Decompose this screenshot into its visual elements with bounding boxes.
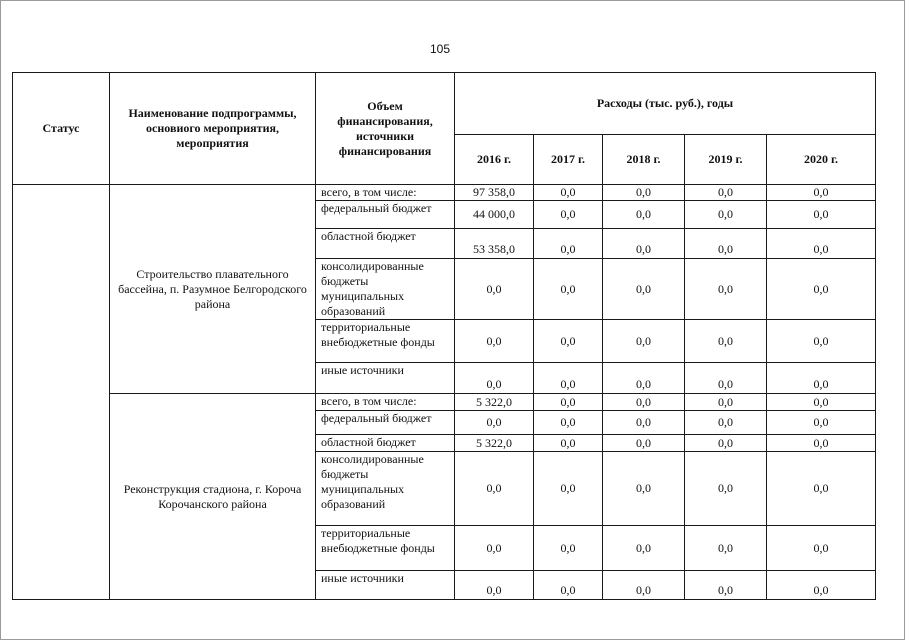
expense-value-cell: 0,0 [685,452,767,526]
expense-value-cell: 0,0 [603,320,685,363]
header-volume: Объем финансирования, источники финансирования [316,73,455,185]
funding-source-cell: областной бюджет [316,435,455,452]
header-name: Наименование подпрограммы, основиого мероприятия, мероприятия [110,73,316,185]
expense-value-cell: 0,0 [685,571,767,600]
activity-name-cell: Строительство плавательного бассейна, п. Разумное Белгородского района [110,185,316,394]
expense-value-cell: 0,0 [767,526,876,571]
budget-table [12,72,876,600]
expense-value-cell: 0,0 [767,411,876,435]
expense-value-cell: 0,0 [455,526,534,571]
funding-source-cell: территориальные внебюджетные фонды [316,320,455,363]
expense-value-cell: 0,0 [767,363,876,394]
expense-value-cell: 0,0 [685,394,767,411]
expense-value-cell: 5 322,0 [455,435,534,452]
funding-source-cell: всего, в том числе: [316,394,455,411]
table-row [13,185,876,201]
table-row [13,394,876,411]
expense-value-cell: 0,0 [534,363,603,394]
expense-value-cell: 0,0 [534,571,603,600]
funding-source-cell: всего, в том числе: [316,185,455,201]
header-expenses: Расходы (тыс. руб.), годы [455,73,876,135]
header-year-2018: 2018 г. [603,135,685,185]
expense-value-cell: 5 322,0 [455,394,534,411]
activity-name-cell: Реконструкция стадиона, г. Короча Корочанского района [110,394,316,600]
funding-source-cell: иные источники [316,571,455,600]
expense-value-cell: 0,0 [685,526,767,571]
expense-value-cell: 0,0 [767,259,876,320]
expense-value-cell: 0,0 [603,229,685,259]
funding-source-cell: территориальные внебюджетные фонды [316,526,455,571]
expense-value-cell: 0,0 [767,394,876,411]
expense-value-cell: 0,0 [767,229,876,259]
header-year-2020: 2020 г. [767,135,876,185]
expense-value-cell: 0,0 [685,411,767,435]
expense-value-cell: 0,0 [603,259,685,320]
expense-value-cell: 0,0 [603,185,685,201]
expense-value-cell: 0,0 [603,571,685,600]
expense-value-cell: 0,0 [603,394,685,411]
expense-value-cell: 0,0 [534,526,603,571]
status-cell [13,185,110,600]
expense-value-cell: 0,0 [534,320,603,363]
expense-value-cell: 0,0 [767,320,876,363]
expense-value-cell: 0,0 [534,201,603,229]
expense-value-cell: 0,0 [455,320,534,363]
expense-value-cell: 0,0 [455,363,534,394]
expense-value-cell: 0,0 [534,259,603,320]
expense-value-cell: 0,0 [455,452,534,526]
expense-value-cell: 44 000,0 [455,201,534,229]
expense-value-cell: 0,0 [767,452,876,526]
expense-value-cell: 0,0 [603,452,685,526]
expense-value-cell: 0,0 [767,571,876,600]
expense-value-cell: 0,0 [603,363,685,394]
expense-value-cell: 0,0 [767,435,876,452]
expense-value-cell: 0,0 [455,571,534,600]
expense-value-cell: 0,0 [534,452,603,526]
funding-source-cell: иные источники [316,363,455,394]
header-year-2016: 2016 г. [455,135,534,185]
expense-value-cell: 0,0 [685,201,767,229]
expense-value-cell: 53 358,0 [455,229,534,259]
funding-source-cell: консолидированные бюджеты муниципальных образований [316,259,455,320]
header-status: Статус [13,73,110,185]
page-number: 105 [429,42,451,56]
funding-source-cell: федеральный бюджет [316,411,455,435]
expense-value-cell: 0,0 [534,411,603,435]
expense-value-cell: 0,0 [534,185,603,201]
expense-value-cell: 0,0 [685,229,767,259]
expense-value-cell: 0,0 [603,435,685,452]
funding-source-cell: федеральный бюджет [316,201,455,229]
header-year-2017: 2017 г. [534,135,603,185]
expense-value-cell: 0,0 [455,259,534,320]
expense-value-cell: 0,0 [767,185,876,201]
funding-source-cell: областной бюджет [316,229,455,259]
expense-value-cell: 0,0 [685,259,767,320]
expense-value-cell: 0,0 [455,411,534,435]
expense-value-cell: 0,0 [767,201,876,229]
expense-value-cell: 97 358,0 [455,185,534,201]
expense-value-cell: 0,0 [685,435,767,452]
expense-value-cell: 0,0 [685,185,767,201]
table-body [13,185,876,600]
expense-value-cell: 0,0 [603,201,685,229]
expense-value-cell: 0,0 [603,411,685,435]
expense-value-cell: 0,0 [534,435,603,452]
expense-value-cell: 0,0 [603,526,685,571]
funding-source-cell: консолидированные бюджеты муниципальных образований [316,452,455,526]
expense-value-cell: 0,0 [534,394,603,411]
expense-value-cell: 0,0 [685,363,767,394]
header-year-2019: 2019 г. [685,135,767,185]
expense-value-cell: 0,0 [534,229,603,259]
expense-value-cell: 0,0 [685,320,767,363]
